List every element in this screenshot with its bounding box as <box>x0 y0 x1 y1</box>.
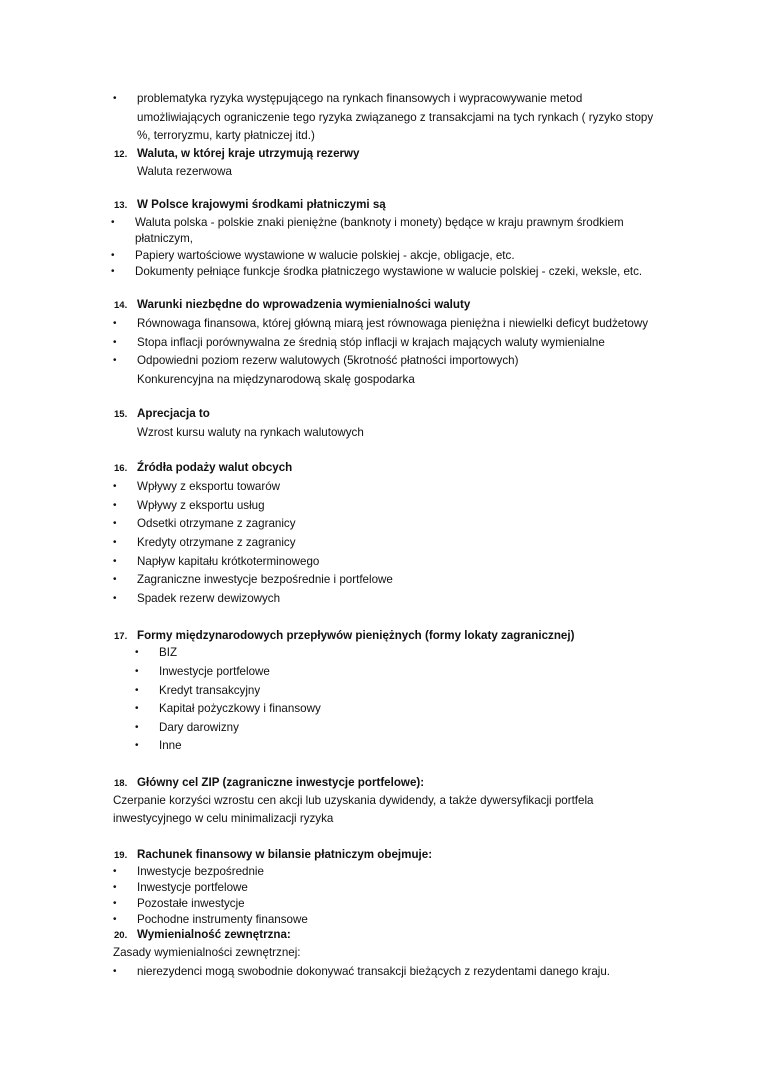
text-line: Czerpanie korzyści wzrostu cen akcji lub uzyskania dywidendy, a także dywersyfikacji portfela <box>113 794 594 807</box>
list-item: Dary darowizny <box>159 721 239 734</box>
bullet: • <box>113 966 117 977</box>
section-number: 16. <box>114 463 128 474</box>
list-item: nierezydenci mogą swobodnie dokonywać transakcji bieżących z rezydentami danego kraju. <box>137 965 611 978</box>
bullet: • <box>111 250 115 261</box>
section-number: 12. <box>114 149 128 160</box>
bullet: • <box>113 882 117 893</box>
list-item: Spadek rezerw dewizowych <box>137 592 281 605</box>
list-item: Dokumenty pełniące funkcje środka płatniczego wystawione w walucie polskiej - czeki, weksle, etc. <box>135 265 643 278</box>
section-title: Aprecjacja to <box>137 407 210 420</box>
list-item: Odsetki otrzymane z zagranicy <box>137 517 296 530</box>
list-item: Kredyty otrzymane z zagranicy <box>137 536 296 549</box>
section-number: 19. <box>114 850 128 861</box>
list-item: Konkurencyjna na międzynarodową skalę gospodarka <box>137 373 415 386</box>
section-number: 17. <box>114 631 128 642</box>
bullet: • <box>113 537 117 548</box>
list-item: Inwestycje bezpośrednie <box>137 865 264 878</box>
bullet: • <box>113 518 117 529</box>
list-item: Równowaga finansowa, której główną miarą jest równowaga pieniężna i niewielki deficyt budżetowy <box>137 317 649 330</box>
section-number: 13. <box>114 200 128 211</box>
text-line: problematyka ryzyka występującego na rynkach finansowych i wypracowywanie metod <box>137 92 583 105</box>
list-item: Odpowiedni poziom rezerw walutowych (5krotność płatności importowych) <box>137 354 519 367</box>
list-item: Inwestycje portfelowe <box>137 881 248 894</box>
bullet: • <box>113 481 117 492</box>
section-title: Źródła podaży walut obcych <box>137 461 293 474</box>
bullet: • <box>113 337 117 348</box>
bullet: • <box>113 318 117 329</box>
bullet: • <box>135 703 139 714</box>
bullet: • <box>111 217 115 228</box>
list-item: płatniczym, <box>135 232 193 245</box>
bullet: • <box>113 556 117 567</box>
list-item: Waluta polska - polskie znaki pieniężne (banknoty i monety) będące w kraju prawnym środkiem <box>135 216 624 229</box>
bullet: • <box>135 666 139 677</box>
text-line: Zasady wymienialności zewnętrznej: <box>113 946 301 959</box>
list-item: Napływ kapitału krótkoterminowego <box>137 555 320 568</box>
list-item: Stopa inflacji porównywalna ze średnią stóp inflacji w krajach mających waluty wymienialne <box>137 336 605 349</box>
section-title: W Polsce krajowymi środkami płatniczymi są <box>137 198 386 211</box>
section-answer: Wzrost kursu waluty na rynkach walutowych <box>137 426 364 439</box>
text-line: %, terroryzmu, karty płatniczej itd.) <box>137 129 315 142</box>
text-line: umożliwiających ograniczenie tego ryzyka związanego z transakcjami na tych rynkach ( ryzyko stopy <box>137 111 654 124</box>
section-number: 14. <box>114 300 128 311</box>
bullet: • <box>111 266 115 277</box>
bullet: • <box>113 593 117 604</box>
bullet: • <box>135 740 139 751</box>
section-answer: Waluta rezerwowa <box>137 165 232 178</box>
section-number: 20. <box>114 930 128 941</box>
list-item: Kapitał pożyczkowy i finansowy <box>159 702 321 715</box>
list-item: Inwestycje portfelowe <box>159 665 270 678</box>
list-item: Pozostałe inwestycje <box>137 897 245 910</box>
section-title: Rachunek finansowy w bilansie płatniczym obejmuje: <box>137 848 433 861</box>
section-title: Waluta, w której kraje utrzymują rezerwy <box>137 147 360 160</box>
section-number: 15. <box>114 409 128 420</box>
bullet: • <box>113 93 117 104</box>
bullet: • <box>135 722 139 733</box>
bullet: • <box>113 914 117 925</box>
bullet: • <box>113 574 117 585</box>
list-item: Inne <box>159 739 182 752</box>
section-title: Główny cel ZIP (zagraniczne inwestycje portfelowe): <box>137 776 425 789</box>
bullet: • <box>135 647 139 658</box>
list-item: Zagraniczne inwestycje bezpośrednie i portfelowe <box>137 573 393 586</box>
bullet: • <box>135 685 139 696</box>
section-number: 18. <box>114 778 128 789</box>
section-title: Wymienialność zewnętrzna: <box>137 928 291 941</box>
bullet: • <box>113 866 117 877</box>
list-item: Wpływy z eksportu usług <box>137 499 265 512</box>
list-item: Pochodne instrumenty finansowe <box>137 913 308 926</box>
list-item: Papiery wartościowe wystawione w walucie polskiej - akcje, obligacje, etc. <box>135 249 515 262</box>
list-item: Kredyt transakcyjny <box>159 684 261 697</box>
list-item: BIZ <box>159 646 178 659</box>
bullet: • <box>113 500 117 511</box>
section-title: Formy międzynarodowych przepływów pieniężnych (formy lokaty zagranicznej) <box>137 629 575 642</box>
bullet: • <box>113 355 117 366</box>
bullet: • <box>113 898 117 909</box>
section-title: Warunki niezbędne do wprowadzenia wymienialności waluty <box>137 298 471 311</box>
list-item: Wpływy z eksportu towarów <box>137 480 281 493</box>
text-line: inwestycyjnego w celu minimalizacji ryzyka <box>113 812 334 825</box>
